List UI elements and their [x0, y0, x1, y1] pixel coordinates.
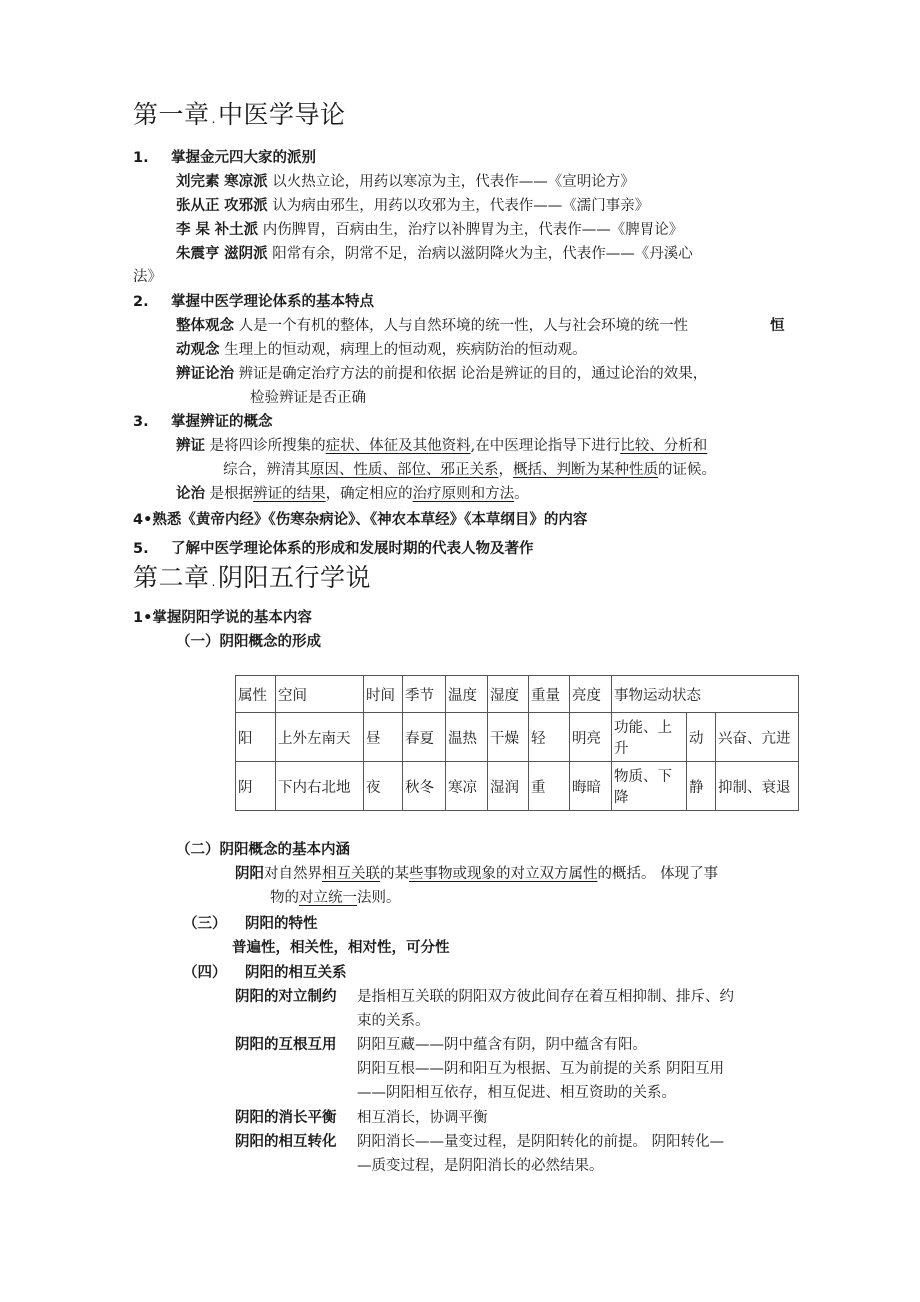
- subsection-title: 阴阳的特性: [245, 916, 318, 932]
- feature-dynamism: [176, 338, 587, 359]
- feature-term: 动观念: [176, 342, 220, 358]
- table-cell: 上外左南天: [276, 713, 364, 762]
- section-3-heading: [133, 410, 273, 431]
- relation-desc: 阴阳互藏——阴中蕴含有阴，阴中蕴含有阳。: [357, 1037, 647, 1053]
- school-founder: 朱震亨: [176, 246, 220, 262]
- table-header-cell: 季节: [403, 676, 446, 713]
- section-5-heading: [133, 537, 534, 558]
- school-item: [176, 170, 635, 191]
- text-run: 。: [514, 486, 529, 502]
- syndrome-definition: [176, 434, 707, 455]
- subsection-title: 阴阳的相互关系: [245, 965, 347, 981]
- table-cell: 动: [687, 713, 716, 762]
- feature-term: 辨证论治: [176, 366, 234, 382]
- school-founder: 刘完素: [176, 174, 220, 190]
- table-header-cell: 亮度: [570, 676, 612, 713]
- text-run: 是将四诊所搜集的: [209, 438, 326, 454]
- table-cell: 静: [687, 762, 716, 811]
- definition-term: 阴阳: [235, 866, 264, 882]
- underlined-text: 些事物或现象的对立双方属性: [409, 866, 598, 882]
- underlined-text: 比较、分析和: [620, 438, 708, 454]
- text-run: 物的: [270, 890, 299, 906]
- chapter-1-title: 第一章.中医学导论: [133, 100, 346, 129]
- table-cell: 昼: [364, 713, 403, 762]
- relation-term: 阴阳的消长平衡: [235, 1110, 337, 1126]
- table-header-row: [236, 676, 799, 713]
- yinyang-meaning: [235, 862, 718, 883]
- table-cell: 兴奋、亢进: [716, 713, 799, 762]
- feature-desc: 检验辨证是否正确: [250, 390, 366, 406]
- table-row: [236, 762, 799, 811]
- relation-desc: 束的关系。: [357, 1013, 430, 1029]
- text-run: 对自然界: [264, 866, 322, 882]
- relation-desc: 相互消长，协调平衡: [357, 1110, 488, 1126]
- school-desc: 认为病由邪生，用药以攻邪为主，代表作——《濡门事亲》: [272, 198, 650, 214]
- school-item: [176, 242, 693, 263]
- table-cell: 明亮: [570, 713, 612, 762]
- table-cell: 温热: [446, 713, 488, 762]
- table-header-cell: 时间: [364, 676, 403, 713]
- section-title: 掌握金元四大家的派别: [171, 150, 316, 166]
- school-item: [176, 194, 649, 215]
- section-num: 1.: [133, 150, 149, 166]
- table-cell: 阴: [236, 762, 276, 811]
- section-num: 3.: [133, 414, 149, 430]
- table-cell: 物质、下降: [612, 762, 687, 811]
- table-cell: 晦暗: [570, 762, 612, 811]
- section-1-heading: 1•掌握阴阳学说的基本内容: [133, 610, 312, 626]
- feature-desc: 生理上的恒动观，病理上的恒动观，疾病防治的恒动观。: [224, 342, 587, 358]
- text-run: 是根据: [209, 486, 254, 502]
- school-founder: 李 杲: [176, 222, 211, 238]
- text-run: ，确定相应的: [325, 486, 413, 502]
- syndrome-definition-cont: [223, 458, 716, 479]
- school-founder: 张从正: [176, 198, 220, 214]
- underlined-text: 症状、体征及其他资料: [325, 438, 471, 454]
- table-cell: 秋冬: [403, 762, 446, 811]
- table-cell: 阳: [236, 713, 276, 762]
- table-cell: 重: [529, 762, 570, 811]
- school-name: 攻邪派: [224, 198, 268, 214]
- text-run: 的概括。 体现了事: [597, 866, 719, 882]
- section-num: 5.: [133, 541, 149, 557]
- subsection-heading: [183, 961, 347, 982]
- section-title: 掌握中医学理论体系的基本特点: [171, 294, 374, 310]
- table-row: [236, 713, 799, 762]
- relation-desc: 是指相互关联的阴阳双方彼此间存在着互相抑制、排斥、约: [357, 989, 734, 1005]
- relation-desc: —质变过程，是阴阳消长的必然结果。: [357, 1158, 604, 1174]
- feature-term: 恒: [770, 318, 785, 334]
- yinyang-meaning-cont: [270, 886, 401, 907]
- underlined-text: 原因、性质、部位、邪正关系: [310, 462, 499, 478]
- school-desc: 内伤脾胃，百病由生，治疗以补脾胃为主，代表作——《脾胃论》: [262, 222, 684, 238]
- feature-term: 整体观念: [176, 318, 234, 334]
- table-cell: 抑制、衰退: [716, 762, 799, 811]
- text-run: ,在中医理论指导下进行: [470, 438, 621, 454]
- treatment-definition: [176, 482, 529, 503]
- school-name: 寒凉派: [224, 174, 268, 190]
- school-desc: 以火热立论，用药以寒凉为主，代表作——《宣明论方》: [272, 174, 635, 190]
- subsection-heading: （一）阴阳概念的形成: [176, 634, 321, 650]
- section-2-heading: [133, 290, 374, 311]
- section-num: 2.: [133, 294, 149, 310]
- table-header-cell: 温度: [446, 676, 488, 713]
- section-1-heading: [133, 146, 316, 167]
- underlined-text: 概括、判断为某种性质: [513, 462, 658, 478]
- feature-desc: 人是一个有机的整体，人与自然环境的统一性，人与社会环境的统一性: [238, 318, 689, 334]
- table-cell: 寒凉: [446, 762, 488, 811]
- subsection-heading: （二）阴阳概念的基本内涵: [176, 842, 350, 858]
- underlined-text: 辨证的结果: [253, 486, 326, 502]
- relation-desc: ——阴阳相互依存，相互促进、相互资助的关系。: [357, 1085, 676, 1101]
- underlined-text: 对立统一: [299, 890, 357, 906]
- school-desc: 阳常有余，阴常不足，治病以滋阴降火为主，代表作——《丹溪心: [272, 246, 693, 262]
- table-cell: 功能、上升: [612, 713, 687, 762]
- text-run: 法则。: [357, 890, 401, 906]
- table-header-cell: 湿度: [488, 676, 529, 713]
- chapter-2-title: 第二章.阴阳五行学说: [133, 563, 371, 592]
- relation-desc: 阴阳消长——量变过程，是阴阳转化的前提。 阴阳转化—: [357, 1134, 725, 1150]
- subsection-heading: [183, 912, 318, 933]
- feature-syndrome: [176, 362, 707, 383]
- definition-term: 论治: [176, 486, 205, 502]
- definition-term: 辨证: [176, 438, 205, 454]
- relation-term: 阴阳的对立制约: [235, 989, 337, 1005]
- text-run: 的某: [380, 866, 409, 882]
- school-name: 补土派: [214, 222, 259, 238]
- section-4-heading: 4•熟悉《黄帝内经》《伤寒杂病论》、《神农本草经》《本草纲目》的内容: [133, 512, 588, 528]
- text-run: ，: [498, 462, 513, 478]
- wrap-text: 法》: [133, 269, 162, 285]
- feature-desc: 辨证是确定治疗方法的前提和依据 论治是辨证的目的，通过论治的效果，: [238, 366, 708, 382]
- table-header-cell: 重量: [529, 676, 570, 713]
- feature-holism: [176, 314, 688, 335]
- table-cell: 夜: [364, 762, 403, 811]
- section-title: 了解中医学理论体系的形成和发展时期的代表人物及著作: [171, 541, 534, 557]
- table-header-cell: 事物运动状态: [612, 676, 799, 713]
- school-name: 滋阴派: [224, 246, 268, 262]
- table-header-cell: 空间: [276, 676, 364, 713]
- table-cell: 干燥: [488, 713, 529, 762]
- relation-term: 阴阳的相互转化: [235, 1134, 337, 1150]
- subsection-num: （三）: [183, 916, 227, 932]
- table-cell: 下内右北地: [276, 762, 364, 811]
- table-cell: 湿润: [488, 762, 529, 811]
- table-cell: 轻: [529, 713, 570, 762]
- table-header-cell: 属性: [236, 676, 276, 713]
- underlined-text: 治疗原则和方法: [412, 486, 515, 502]
- relation-desc: 阴阳互根——阴和阳互为根据、互为前提的关系 阴阳互用: [357, 1061, 725, 1077]
- text-run: 综合，辨清其: [223, 462, 310, 478]
- subsection-num: （四）: [183, 965, 227, 981]
- school-item: [176, 218, 683, 239]
- section-title: 掌握辨证的概念: [171, 414, 273, 430]
- text-run: 的证候。: [658, 462, 716, 478]
- yinyang-properties: 普遍性，相关性，相对性，可分性: [232, 940, 450, 956]
- yin-yang-attribute-table: [235, 675, 799, 811]
- underlined-text: 相互关联: [322, 866, 380, 882]
- table-cell: 春夏: [403, 713, 446, 762]
- relation-term: 阴阳的互根互用: [235, 1037, 337, 1053]
